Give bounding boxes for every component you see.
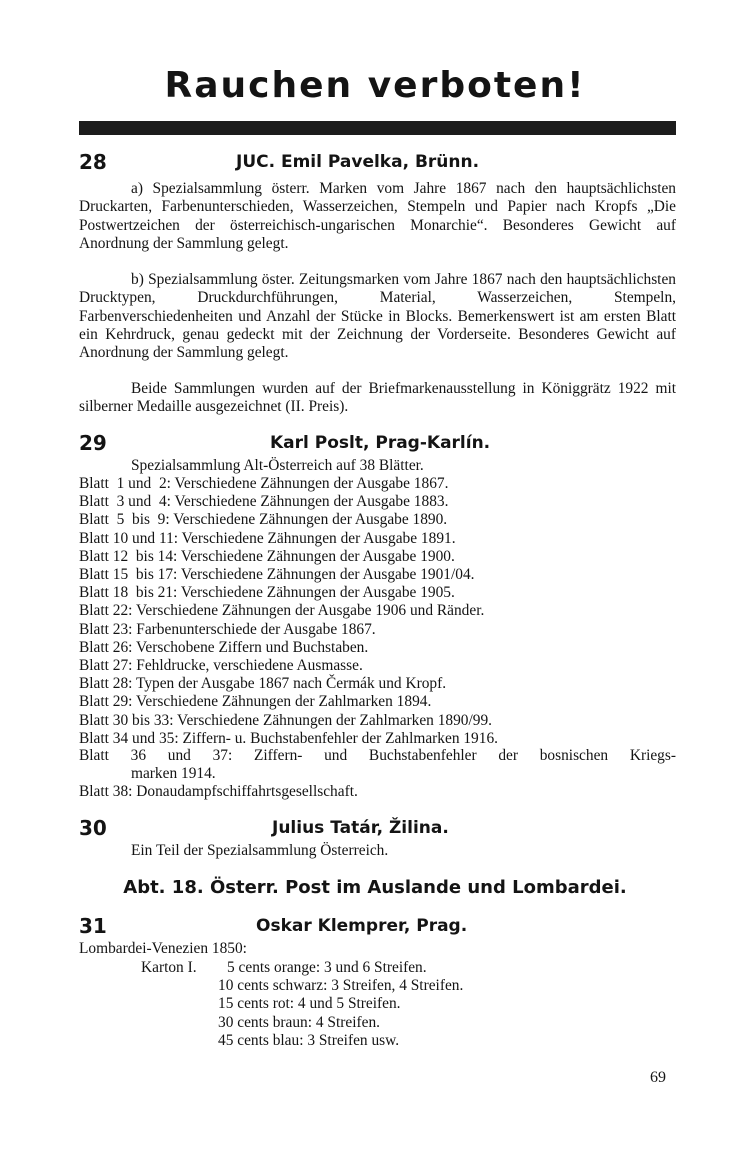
sheet-line: Blatt 28: Typen der Ausgabe 1867 nach Čermák und Kropf. <box>79 675 447 693</box>
sheet-line: Blatt 12 bis 14: Verschiedene Zähnungen der Ausgabe 1900. <box>79 547 455 565</box>
sheet-line: Blatt 26: Verschobene Ziffern und Buchstaben. <box>79 638 369 656</box>
sheet-line: Blatt 1 und 2: Verschiedene Zähnungen der Ausgabe 1867. <box>79 475 449 492</box>
sheet-line: Blatt 10 und 11: Verschiedene Zähnungen der Ausgabe 1891. <box>79 529 456 547</box>
sheet-line: Blatt 29: Verschiedene Zähnungen der Zahlmarken 1894. <box>79 693 432 711</box>
karton-label: Karton I. <box>141 959 197 976</box>
entry-name-30: Julius Tatár, Žilina. <box>272 818 449 838</box>
sheet-38: Blatt 38: Donaudampfschiffahrtsgesellschaft. <box>79 783 358 800</box>
sheet-36-37-cont: marken 1914. <box>131 765 216 782</box>
banner-rule <box>79 121 676 135</box>
karton-item: 10 cents schwarz: 3 Streifen, 4 Streifen. <box>218 977 464 995</box>
karton-item: 15 cents rot: 4 und 5 Streifen. <box>218 995 401 1013</box>
sheet-line: Blatt 27: Fehldrucke, verschiedene Ausmasse. <box>79 657 363 674</box>
sheet-36-37: Blatt 36 und 37: Ziffern- und Buchstabenfehler der bosnischen Kriegs- <box>79 747 676 764</box>
sheet-line: Blatt 23: Farbenunterschiede der Ausgabe 1867. <box>79 620 376 638</box>
entry-number-29: 29 <box>79 431 107 455</box>
sheet-line: Blatt 15 bis 17: Verschiedene Zähnungen der Ausgabe 1901/04. <box>79 566 475 583</box>
entry-28-paragraph-b: b) Spezialsammlung öster. Zeitungsmarken vom Jahre 1867 nach den hauptsächlichsten Drucktypen, Druckdurchführungen, Material, Wasserzeichen, Stempeln, Farbenverschiedenheiten und Anzahl der Stücke in Blocks. Bemerkenswert ist am ersten Blatt ein Kehrdruck, genau gedeckt mit der Zeichnung der Vorderseite. Besonderes Gewicht auf Anordnung der Sammlung gelegt. <box>79 271 676 362</box>
page-number: 69 <box>650 1069 666 1086</box>
karton-item: 45 cents blau: 3 Streifen usw. <box>218 1031 400 1049</box>
entry-name-28: JUC. Emil Pavelka, Brünn. <box>236 152 480 172</box>
entry-name-29: Karl Poslt, Prag-Karlín. <box>270 433 491 453</box>
entry-28-paragraph-c: Beide Sammlungen wurden auf der Briefmarkenausstellung in Königgrätz 1922 mit silberner Medaille ausgezeichnet (II. Preis). <box>79 380 676 416</box>
entry-name-31: Oskar Klemprer, Prag. <box>256 916 468 936</box>
entry-29-intro: Spezialsammlung Alt-Österreich auf 38 Blätter. <box>131 457 424 474</box>
entry-number-28: 28 <box>79 150 107 174</box>
section-heading: Abt. 18. Österr. Post im Auslande und Lombardei. <box>123 877 627 898</box>
entry-31-intro: Lombardei-Venezien 1850: <box>79 940 247 957</box>
page-banner: Rauchen verboten! <box>164 65 586 106</box>
sheet-line: Blatt 22: Verschiedene Zähnungen der Ausgabe 1906 und Ränder. <box>79 602 485 620</box>
sheet-line: Blatt 3 und 4: Verschiedene Zähnungen der Ausgabe 1883. <box>79 493 449 511</box>
entry-30-text: Ein Teil der Spezialsammlung Österreich. <box>131 842 389 859</box>
sheet-line: Blatt 30 bis 33: Verschiedene Zähnungen der Zahlmarken 1890/99. <box>79 711 493 729</box>
entry-number-31: 31 <box>79 914 107 938</box>
sheet-line: Blatt 5 bis 9: Verschiedene Zähnungen der Ausgabe 1890. <box>79 511 448 529</box>
sheet-line: Blatt 34 und 35: Ziffern- u. Buchstabenfehler der Zahlmarken 1916. <box>79 729 498 747</box>
sheet-line: Blatt 18 bis 21: Verschiedene Zähnungen der Ausgabe 1905. <box>79 584 455 602</box>
entry-number-30: 30 <box>79 816 107 840</box>
entry-28-paragraph-a: a) Spezialsammlung österr. Marken vom Jahre 1867 nach den hauptsächlichsten Druckarten, Farbenunterschieden, Wasserzeichen, Stempeln und Papier nach Kropfs „Die Postwertzeichen der österreichisch-ungarischen Monarchie“. Besonderes Gewicht auf Anordnung der Sammlung gelegt. <box>79 180 676 252</box>
karton-item: 5 cents orange: 3 und 6 Streifen. <box>227 959 427 976</box>
karton-item: 30 cents braun: 4 Streifen. <box>218 1013 380 1031</box>
